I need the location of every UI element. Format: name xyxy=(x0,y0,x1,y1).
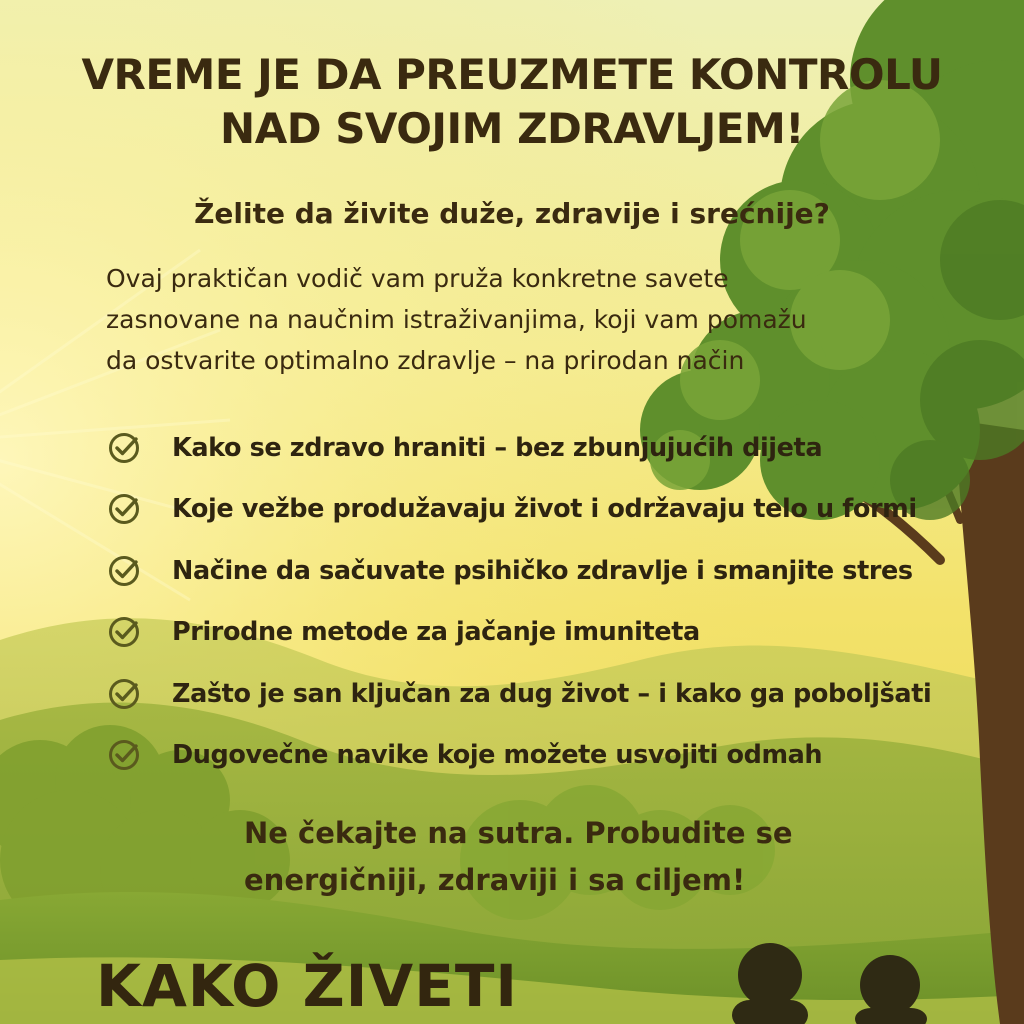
intro-line-2: zasnovane na naučnim istraživanjima, koji vam pomažu xyxy=(106,305,807,334)
benefit-text: Prirodne metode za jačanje imuniteta xyxy=(172,617,700,648)
check-circle-icon xyxy=(106,553,142,589)
cta-line-2: energičniji, zdraviji i sa ciljem! xyxy=(244,863,746,897)
subheadline: Želite da živite duže, zdravije i srećnije? xyxy=(194,197,830,230)
headline-line-2: NAD SVOJIM ZDRAVLJEM! xyxy=(220,104,804,153)
benefit-text: Načine da sačuvate psihičko zdravlje i smanjite stres xyxy=(172,555,913,586)
benefit-item xyxy=(106,725,1006,787)
book-title: KAKO ŽIVETI xyxy=(96,952,518,1020)
headline-line-1: VREME JE DA PREUZMETE KONTROLU xyxy=(81,50,943,99)
check-circle-icon xyxy=(106,676,142,712)
benefit-item xyxy=(106,540,1006,602)
intro-line-1: Ovaj praktičan vodič vam pruža konkretne savete xyxy=(106,264,729,293)
benefit-item xyxy=(106,602,1006,664)
headline xyxy=(0,48,1024,156)
cta-line-1: Ne čekajte na sutra. Probudite se xyxy=(244,816,793,850)
benefit-item xyxy=(106,417,1006,479)
intro-line-3: da ostvarite optimalno zdravlje – na prirodan način xyxy=(106,346,745,375)
benefit-item xyxy=(106,479,1006,541)
benefit-text: Koje vežbe produžavaju život i održavaju telo u formi xyxy=(172,494,917,525)
benefit-text: Dugovečne navike koje možete usvojiti odmah xyxy=(172,740,823,771)
call-to-action xyxy=(244,810,884,904)
check-circle-icon xyxy=(106,737,142,773)
benefit-item xyxy=(106,663,1006,725)
check-circle-icon xyxy=(106,430,142,466)
check-circle-icon xyxy=(106,614,142,650)
benefits-list xyxy=(106,417,1006,786)
benefit-text: Zašto je san ključan za dug život – i kako ga poboljšati xyxy=(172,678,932,709)
intro-paragraph xyxy=(106,258,966,381)
check-circle-icon xyxy=(106,491,142,527)
benefit-text: Kako se zdravo hraniti – bez zbunjujućih dijeta xyxy=(172,432,823,463)
